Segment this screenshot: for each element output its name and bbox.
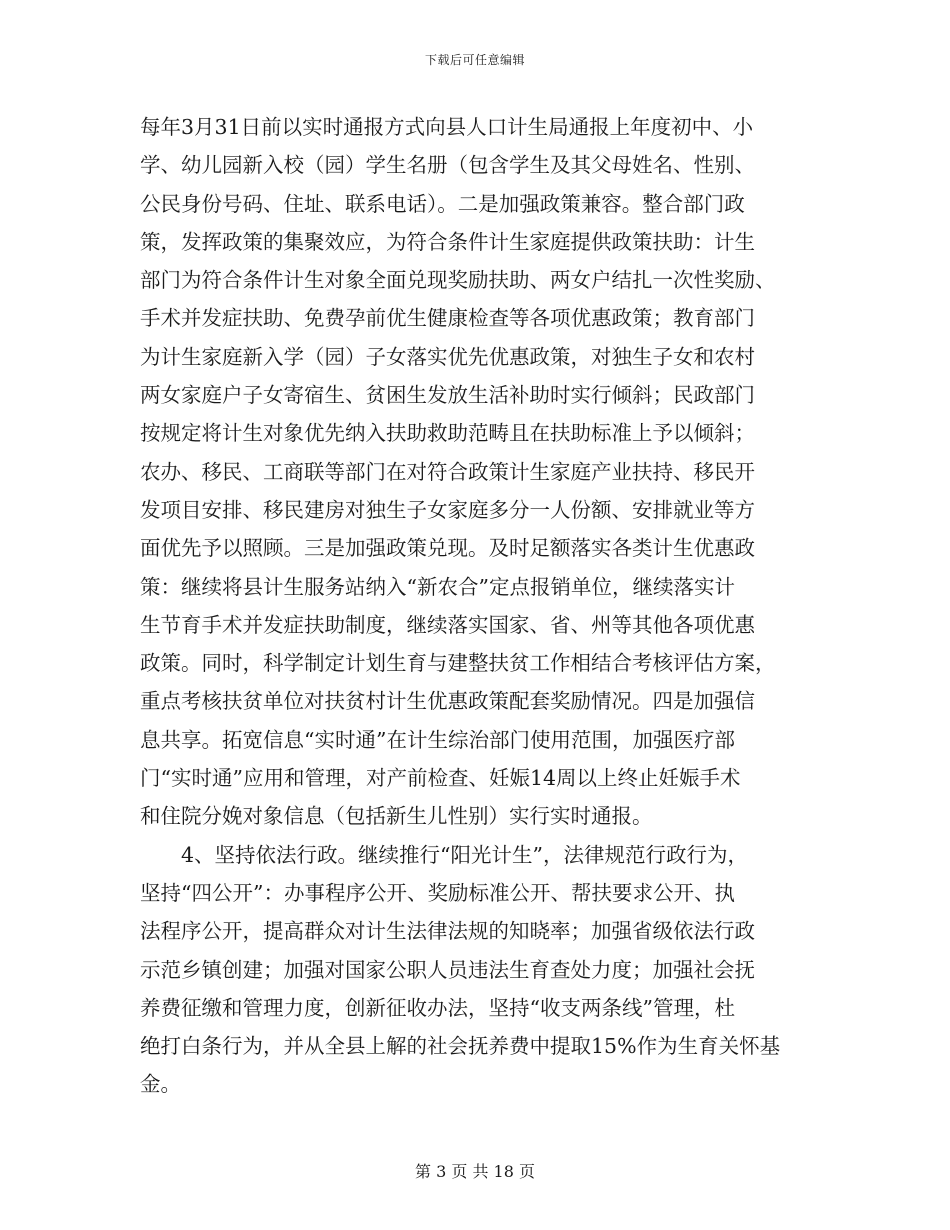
paragraph-section-4: 4、坚持依法行政。继续推行“阳光计生”，法律规范行政行为， 坚持“四公开”：办事程序公开、奖励标准公开、帮扶要求公开、执 法程序公开，提高群众对计生法律法规的知晓率；加强省级依法行政 示范乡镇创建；加强对国家公职人员违法生育查处力度；加强社会抚 养费征缴和管理力度，创新征收办法，坚持“收支两条线”管理，杜 绝打白条行为，并从全县上解的社会抚养费中提取15%作为生育关怀基 金。 bbox=[140, 842, 781, 1097]
paragraph-continued: 每年3月31日前以实时通报方式向县人口计生局通报上年度初中、小 学、幼儿园新入校（园）学生名册（包含学生及其父母姓名、性别、 公民身份号码、住址、联系电话）。二是加强政策兼容。整合部门政 策，发挥政策的集聚效应，为符合条件计生家庭提供政策扶助：计生 部门为符合条件计生对象全面兑现奖励扶助、两女户结扎一次性奖励、 手术并发症扶助、免费孕前优生健康检查等各项优惠政策；教育部门 为计生家庭新入学（园）子女落实优先优惠政策，对独生子女和农村 两女家庭户子女寄宿生、贫困生发放生活补助时实行倾斜；民政部门 按规定将计生对象优先纳入扶助救助范畴且在扶助标准上予以倾斜； 农办、移民、工商联等部门在对符合政策计生家庭产业扶持、移民开 发项目安排、移民建房对独生子女家庭多分一人份额、安排就业等方 面优先予以照顾。三是加强政策兑现。及时足额落实各类计生优惠政 策：继续将县计生服务站纳入“新农合”定点报销单位，继续落实计 生节育手术并发症扶助制度，继续落实国家、省、州等其他各项优惠 政策。同时，科学制定计划生育与建整扶贫工作相结合考核评估方案， 重点考核扶贫单位对扶贫村计生优惠政策配套奖励情况。四是加强信 息共享。拓宽信息“实时通”在计生综治部门使用范围，加强医疗部 门“实时通”应用和管理，对产前检查、妊娠14周以上终止妊娠手术 和住院分娩对象信息（包括新生儿性别）实行实时通报。 bbox=[140, 115, 776, 829]
document-body bbox=[140, 108, 810, 1104]
page-number: 第 3 页 共 18 页 bbox=[415, 1162, 535, 1181]
page-header-note: 下载后可任意编辑 bbox=[424, 53, 525, 67]
